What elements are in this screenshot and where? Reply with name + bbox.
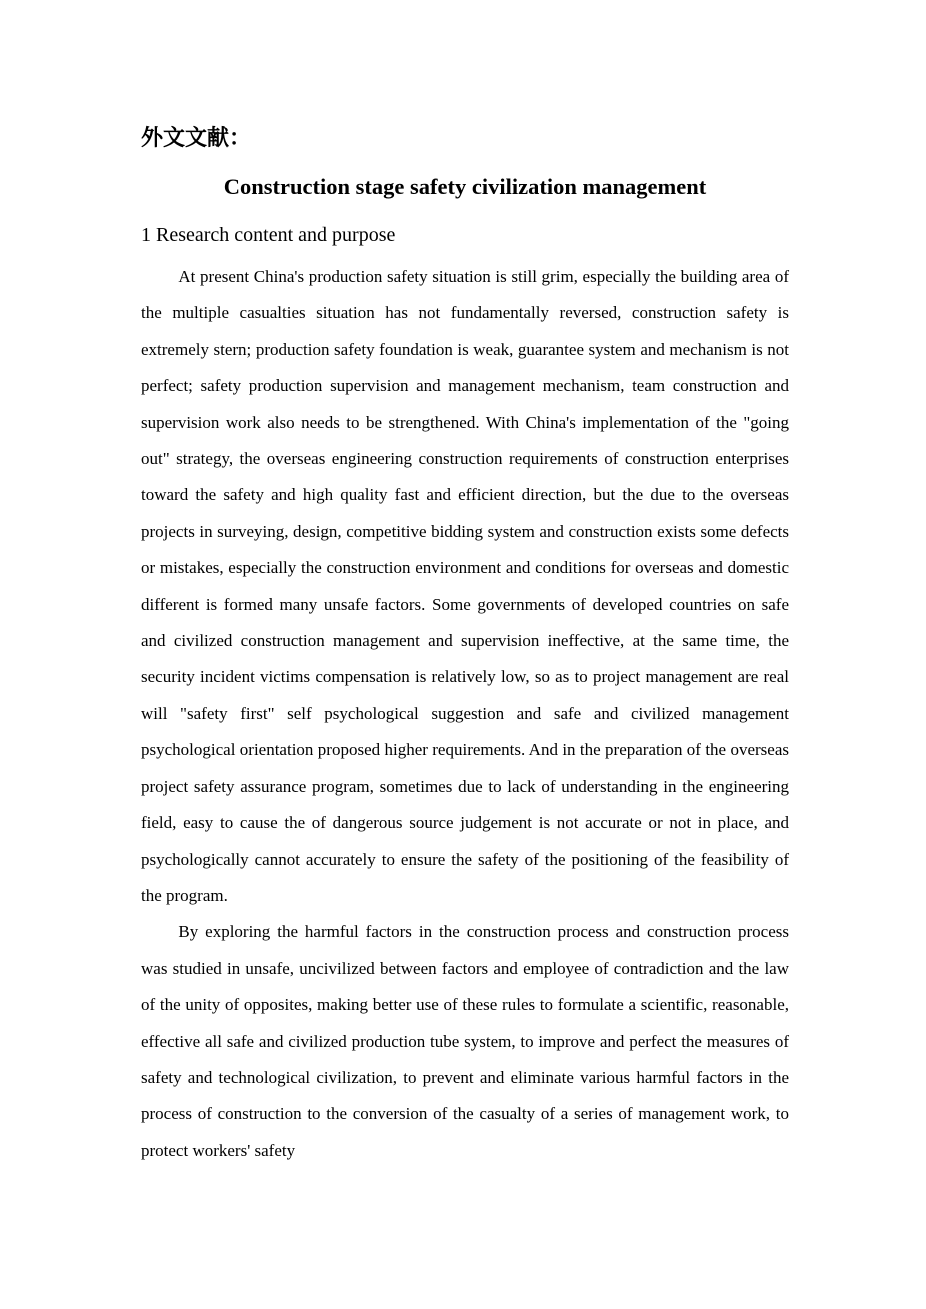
section-heading: 1 Research content and purpose <box>141 224 396 246</box>
document-title: Construction stage safety civilization management <box>223 174 707 199</box>
body-text <box>141 259 789 1169</box>
foreign-literature-heading: 外文文献： <box>141 125 252 150</box>
paragraph: By exploring the harmful factors in the construction process and construction process was studied in unsafe, uncivilized between factors and employee of contradiction and the law of the unity of opposites, making better use of these rules to formulate a scientific, reasonable, effective all safe and civilized production tube system, to improve and perfect the measures of safety and technological civilization, to prevent and eliminate various harmful factors in the process of construction to the conversion of the casualty of a series of management work, to protect workers' safety <box>141 922 789 1160</box>
paragraph: At present China's production safety situation is still grim, especially the building area of the multiple casualties situation has not fundamentally reversed, construction safety is extremely stern; production safety foundation is weak, guarantee system and mechanism is not perfect; safety production supervision and management mechanism, team construction and supervision work also needs to be strengthened. With China's implementation of the "going out" strategy, the overseas engineering construction requirements of construction enterprises toward the safety and high quality fast and efficient direction, but the due to the overseas projects in surveying, design, competitive bidding system and construction exists some defects or mistakes, especially the construction environment and conditions for overseas and domestic different is formed many unsafe factors. Some governments of developed countries on safe and civilized construction management and supervision ineffective, at the same time, the security incident victims compensation is relatively low, so as to project management are real will "safety first" self psychological suggestion and safe and civilized management psychological orientation proposed higher requirements. And in the preparation of the overseas project safety assurance program, sometimes due to lack of understanding in the engineering field, easy to cause the of dangerous source judgement is not accurate or not in place, and psychologically cannot accurately to ensure the safety of the positioning of the feasibility of the program. <box>141 267 789 905</box>
